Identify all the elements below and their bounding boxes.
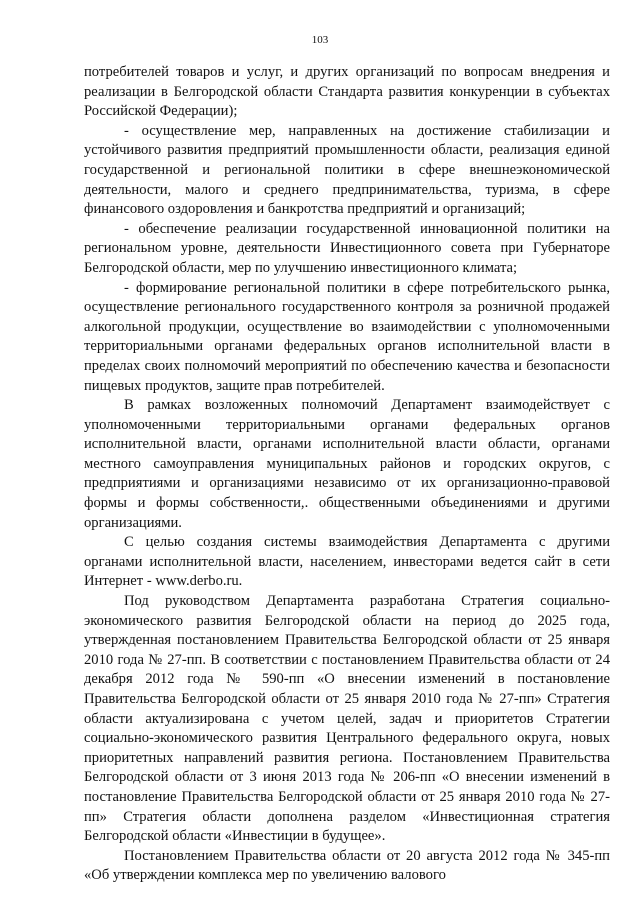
bullet-item-innovation: - обеспечение реализации государственной инновационной политики на региональном уровне, деятельности Инвестиционного совета при Губернаторе Белгородской области, мер по улучшению инвестиционного климата; (84, 220, 610, 276)
paragraph-resolution: Постановлением Правительства области от 20 августа 2012 года № 345-пп «Об утверждении комплекса мер по увеличению валового (84, 847, 610, 884)
paragraph-continuation: потребителей товаров и услуг, и других организаций по вопросам внедрения и реализации в Белгородской области Стандарта развития конкуренции в субъектах Российской Федерации); (84, 64, 610, 120)
paragraph-website: С целью создания системы взаимодействия Департамента с другими органами исполнительной власти, населением, инвесторами ведется сайт в сети Интернет - www.derbo.ru. (84, 534, 610, 590)
body-text (84, 63, 610, 886)
page-number: 103 (311, 34, 329, 46)
paragraph-strategy: Под руководством Департамента разработана Стратегия социально-экономического развития Белгородской области на период до 2025 года, утвержденная постановлением Правительства Белгородской области от 25 января 2010 года № 27-пп. В соответствии с постановлением Правительства области от 24 декабря 2012 года № 590-пп «О внесении изменений в постановление Правительства Белгородской области от 25 января 2010 года № 27-пп» Стратегия области актуализирована с учетом целей, задач и приоритетов Стратегии социально-экономического развития Центрального федерального округа, новых приоритетных направлений развития региона. Постановлением Правительства Белгородской области от 3 июня 2013 года № 206-пп «О внесении изменений в постановление Правительства Белгородской области от 25 января 2010 года № 27-пп» Стратегия области дополнена разделом «Инвестиционная стратегия Белгородской области «Инвестиции в будущее». (84, 593, 610, 845)
paragraph-interaction: В рамках возложенных полномочий Департамент взаимодействует с уполномоченными территориальными органами федеральных органов исполнительной власти, органами исполнительной власти области, органами местного самоуправления муниципальных районов и городских округов, с предприятиями и организациями независимо от их организационно-правовой формы и формы собственности,. общественными объединениями и другими организациями. (84, 397, 610, 531)
bullet-item-consumer-market: - формирование региональной политики в сфере потребительского рынка, осуществление регионального государственного контроля за розничной продажей алкогольной продукции, осуществление во взаимодействии с уполномоченными территориальными органами федеральных органов исполнительной власти в пределах своих полномочий мероприятий по обеспечению качества и безопасности пищевых продуктов, защите прав потребителей. (84, 279, 610, 394)
bullet-item-industry: - осуществление мер, направленных на достижение стабилизации и устойчивого развития предприятий промышленности области, реализация единой государственной и региональной политики в сфере внешнеэкономической деятельности, малого и среднего предпринимательства, туризма, в сфере финансового оздоровления и банкротства предприятий и организаций; (84, 122, 610, 218)
